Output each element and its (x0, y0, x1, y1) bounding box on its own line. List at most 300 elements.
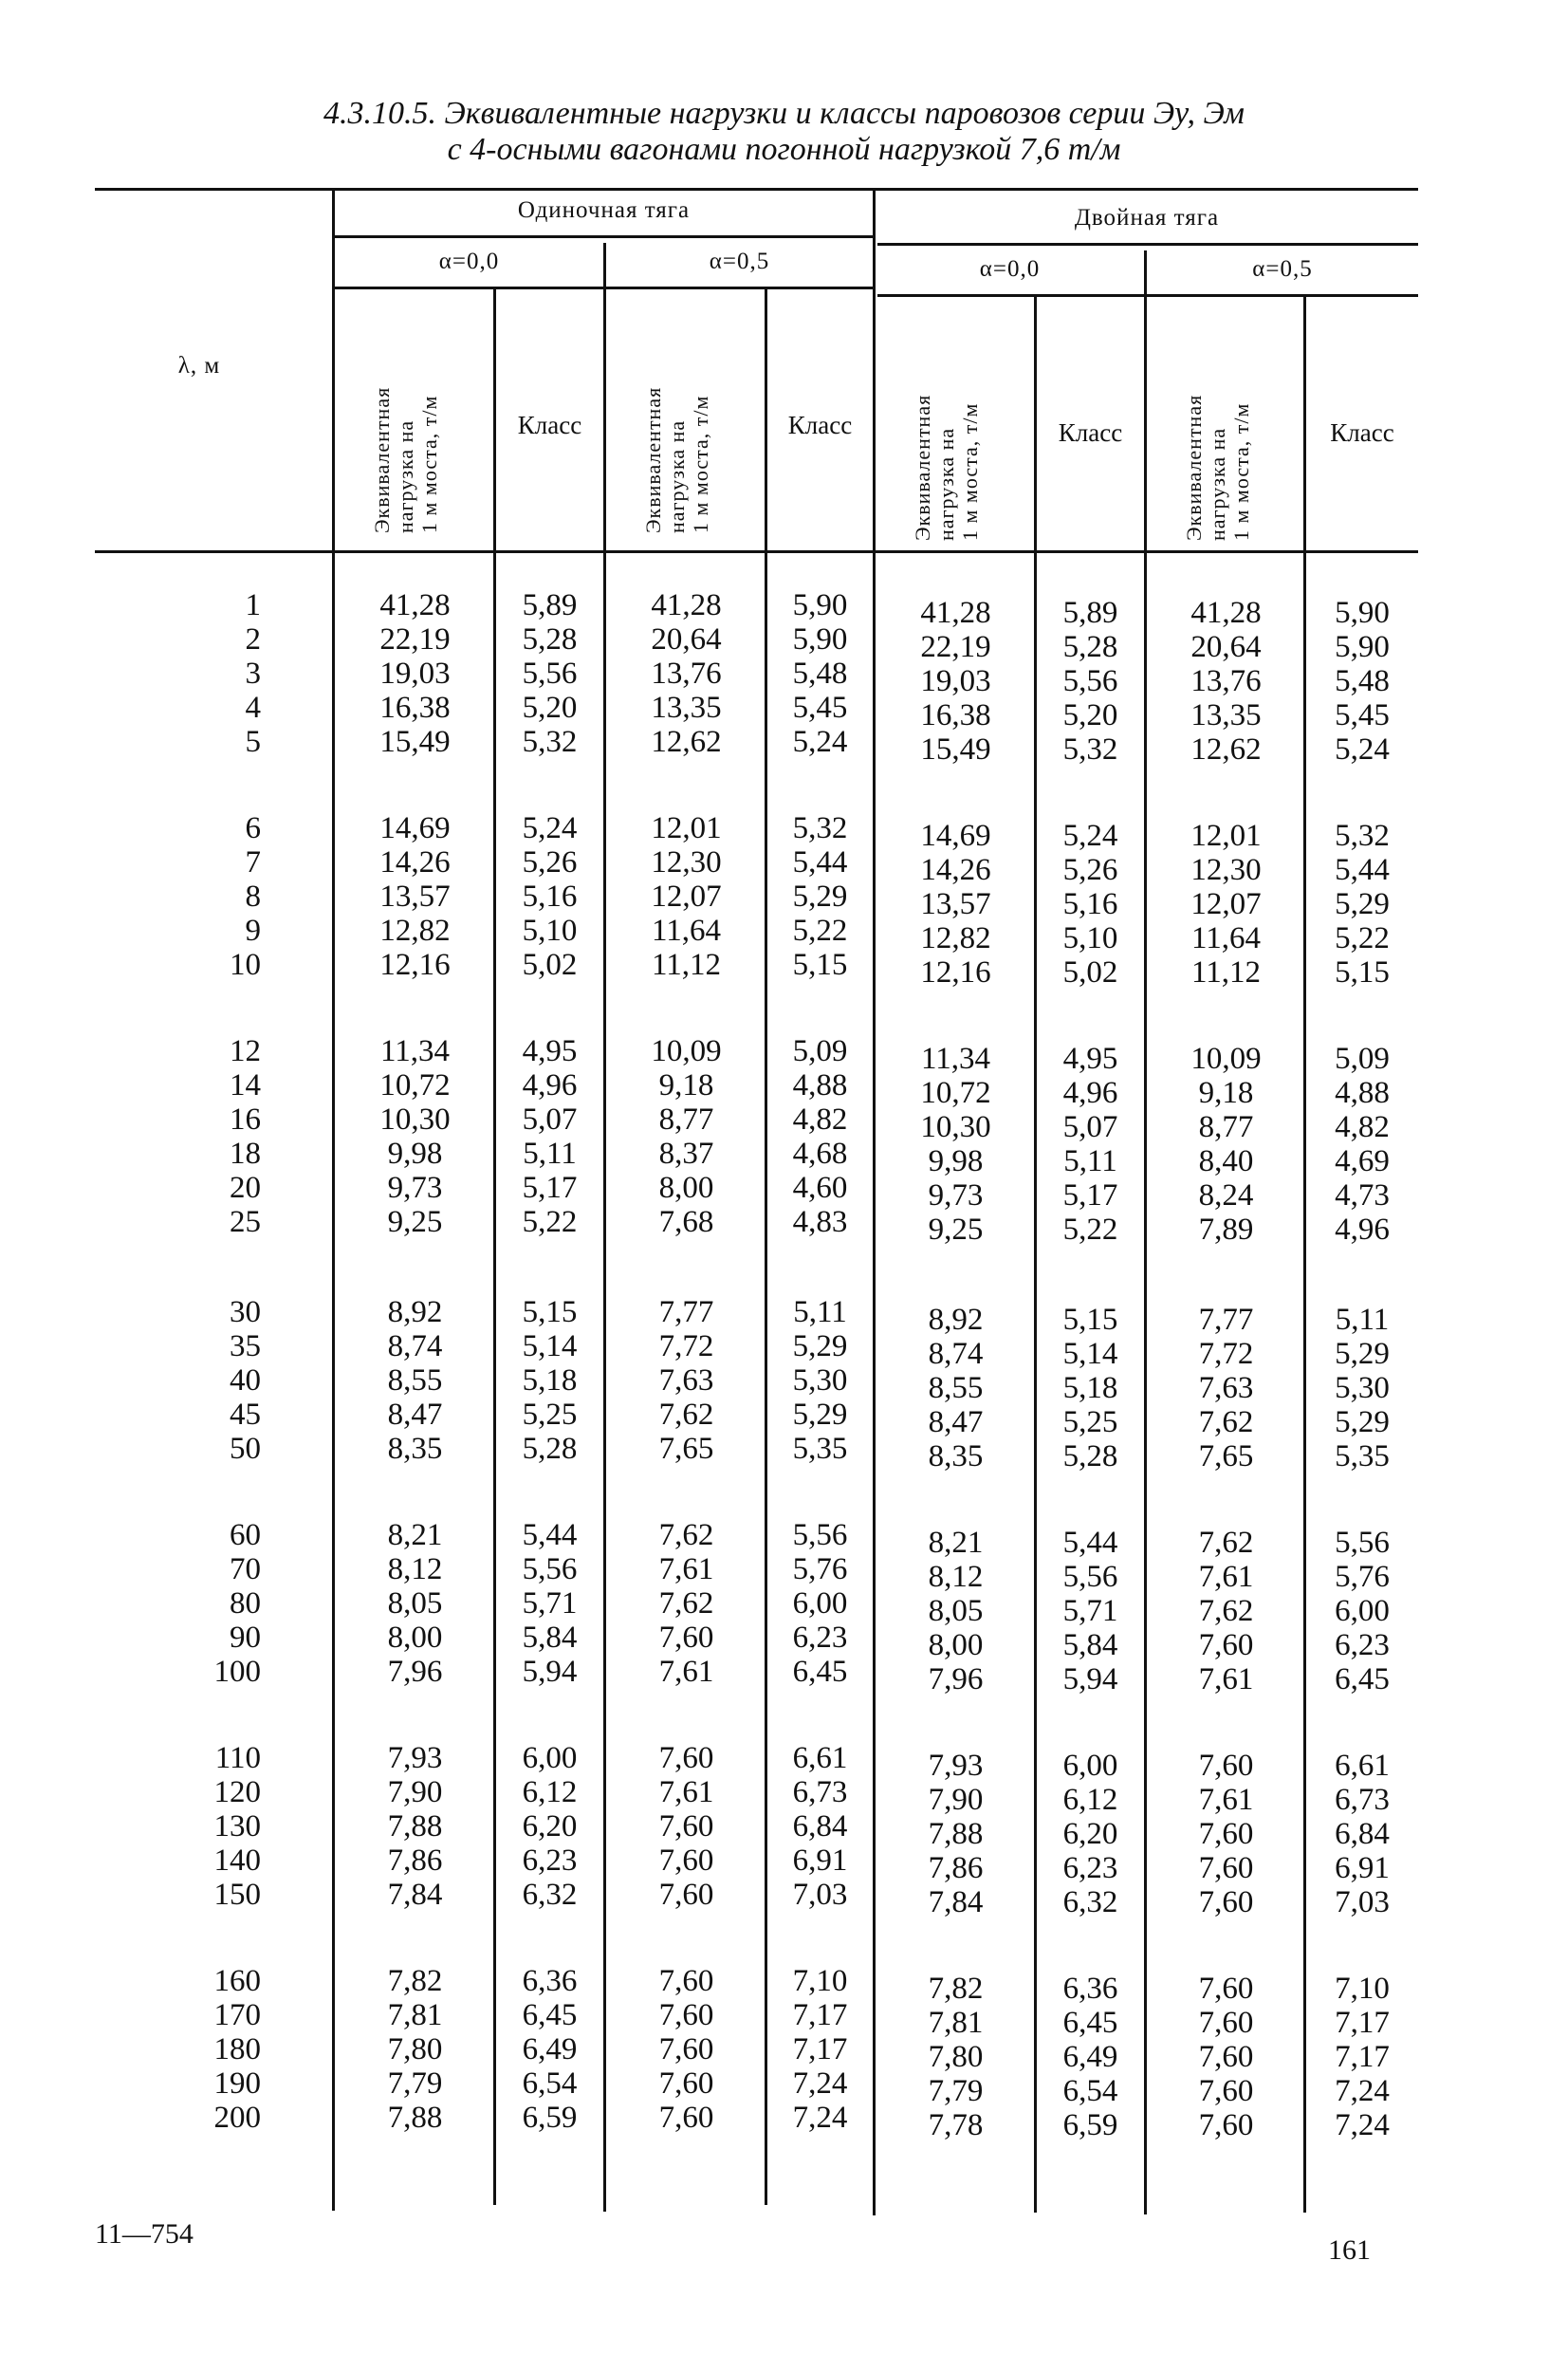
table-cell: 6,73 (1335, 1783, 1390, 1817)
single-traction-header: Одиночная тяга (517, 197, 691, 223)
table-cell: 7,63 (1198, 1371, 1254, 1405)
table-cell: 7,96 (387, 1655, 443, 1689)
table-cell: 7,24 (1335, 2108, 1390, 2142)
table-cell: 12,30 (651, 845, 722, 880)
table-cell: 5,11 (523, 1137, 577, 1171)
table-cell: 8,00 (928, 1628, 984, 1662)
table-cell: 7,68 (658, 1205, 714, 1239)
table-cell: 5,44 (522, 1518, 578, 1552)
lambda-value: 8 (245, 880, 261, 914)
table-cell: 4,96 (522, 1068, 578, 1102)
table-cell: 4,83 (792, 1205, 848, 1239)
table-cell: 6,36 (1062, 1972, 1118, 2006)
table-cell: 6,84 (1335, 1817, 1390, 1851)
table-cell: 5,15 (1062, 1303, 1118, 1337)
table-cell: 7,17 (792, 2032, 848, 2066)
table-cell: 5,56 (1062, 664, 1118, 698)
table-cell: 4,88 (792, 1068, 848, 1102)
table-cell: 5,35 (1335, 1439, 1390, 1473)
lambda-header: λ, м (177, 353, 221, 379)
table-cell: 5,29 (1335, 887, 1390, 921)
table-cell: 13,35 (1190, 698, 1262, 732)
equiv-load-header-1: Эквивалентная нагрузка на 1 м моста, т/м (370, 386, 441, 533)
table-cell: 7,93 (928, 1749, 984, 1783)
table-cell: 7,61 (1198, 1783, 1254, 1817)
table-cell: 7,79 (928, 2074, 984, 2108)
table-cell: 7,03 (792, 1878, 848, 1912)
table-cell: 7,88 (387, 2101, 443, 2135)
table-cell: 5,28 (522, 622, 578, 657)
table-cell: 13,57 (920, 887, 991, 921)
table-cell: 7,72 (658, 1329, 714, 1363)
table-cell: 7,62 (1198, 1594, 1254, 1628)
table-cell: 11,34 (920, 1042, 991, 1076)
footer-signature: 11—754 (95, 2218, 194, 2250)
equiv-load-header-3: Эквивалентная нагрузка на 1 м моста, т/м (911, 394, 982, 541)
table-cell: 5,44 (792, 845, 848, 880)
table-cell: 6,91 (792, 1843, 848, 1878)
table-cell: 5,32 (792, 811, 848, 845)
table-cell: 5,90 (1335, 630, 1390, 664)
table-cell: 5,48 (1335, 664, 1390, 698)
table-cell: 6,54 (1062, 2074, 1118, 2108)
table-cell: 7,77 (1198, 1303, 1254, 1337)
table-cell: 7,60 (658, 1998, 714, 2032)
table-cell: 5,29 (1335, 1405, 1390, 1439)
table-cell: 5,56 (522, 657, 578, 691)
table-cell: 7,60 (658, 1621, 714, 1655)
table-cell: 5,22 (522, 1205, 578, 1239)
table-cell: 6,45 (1335, 1662, 1390, 1696)
table-cell: 6,49 (522, 2032, 578, 2066)
table-cell: 19,03 (379, 657, 451, 691)
table-title-line-1: 4.3.10.5. Эквивалентные нагрузки и классы паровозов серии Эу, Эм (323, 96, 1245, 131)
table-cell: 5,84 (522, 1621, 578, 1655)
table-cell: 8,12 (387, 1552, 443, 1586)
table-cell: 7,62 (658, 1586, 714, 1621)
lambda-value: 18 (230, 1137, 261, 1171)
col-divider-single-double (873, 190, 876, 2215)
table-cell: 5,24 (1062, 819, 1118, 853)
table-cell: 11,64 (651, 914, 722, 948)
table-cell: 5,11 (793, 1295, 847, 1329)
table-cell: 8,05 (928, 1594, 984, 1628)
table-cell: 5,90 (792, 622, 848, 657)
lambda-value: 5 (245, 725, 261, 759)
table-cell: 5,02 (1062, 955, 1118, 990)
table-cell: 7,82 (387, 1964, 443, 1998)
table-cell: 6,00 (522, 1741, 578, 1775)
table-cell: 5,14 (1062, 1337, 1118, 1371)
lambda-value: 90 (230, 1621, 261, 1655)
table-cell: 7,79 (387, 2066, 443, 2101)
lambda-value: 20 (230, 1171, 261, 1205)
table-cell: 6,45 (792, 1655, 848, 1689)
table-cell: 5,09 (1335, 1042, 1390, 1076)
table-cell: 5,29 (792, 1398, 848, 1432)
table-cell: 12,01 (651, 811, 722, 845)
table-cell: 9,73 (928, 1178, 984, 1213)
table-cell: 9,98 (928, 1144, 984, 1178)
lambda-value: 170 (213, 1998, 261, 2032)
table-cell: 6,00 (1335, 1594, 1390, 1628)
table-cell: 4,82 (1335, 1110, 1390, 1144)
table-cell: 5,15 (1335, 955, 1390, 990)
table-cell: 5,15 (792, 948, 848, 982)
table-cell: 5,20 (1062, 698, 1118, 732)
table-cell: 7,60 (1198, 1749, 1254, 1783)
class-header-1: Класс (517, 411, 582, 439)
table-cell: 5,25 (1062, 1405, 1118, 1439)
table-cell: 7,60 (658, 1809, 714, 1843)
table-cell: 7,60 (1198, 2040, 1254, 2074)
table-cell: 6,73 (792, 1775, 848, 1809)
table-cell: 5,07 (522, 1102, 578, 1137)
table-cell: 9,25 (928, 1213, 984, 1247)
table-cell: 7,62 (1198, 1526, 1254, 1560)
table-cell: 6,59 (522, 2101, 578, 2135)
single-traction-underline (332, 235, 873, 238)
table-cell: 16,38 (379, 691, 451, 725)
table-cell: 5,90 (792, 588, 848, 622)
table-cell: 8,40 (1198, 1144, 1254, 1178)
table-cell: 7,62 (658, 1518, 714, 1552)
table-cell: 5,26 (522, 845, 578, 880)
table-cell: 5,29 (1335, 1337, 1390, 1371)
table-cell: 7,72 (1198, 1337, 1254, 1371)
table-cell: 6,23 (522, 1843, 578, 1878)
table-cell: 5,89 (522, 588, 578, 622)
table-cell: 7,60 (1198, 1628, 1254, 1662)
table-cell: 5,94 (522, 1655, 578, 1689)
table-cell: 8,35 (387, 1432, 443, 1466)
table-cell: 19,03 (920, 664, 991, 698)
table-cell: 5,22 (1062, 1213, 1118, 1247)
alpha-underline-right (877, 294, 1418, 297)
table-cell: 4,68 (792, 1137, 848, 1171)
table-cell: 7,63 (658, 1363, 714, 1398)
table-cell: 5,24 (792, 725, 848, 759)
table-cell: 6,54 (522, 2066, 578, 2101)
lambda-value: 80 (230, 1586, 261, 1621)
lambda-value: 10 (230, 948, 261, 982)
alpha-double-05: α=0,5 (1252, 256, 1313, 282)
table-cell: 12,07 (1190, 887, 1262, 921)
table-cell: 5,56 (522, 1552, 578, 1586)
table-cell: 5,44 (1062, 1526, 1118, 1560)
equiv-load-header-4: Эквивалентная нагрузка на 1 м моста, т/м (1182, 394, 1253, 541)
table-cell: 9,98 (387, 1137, 443, 1171)
table-cell: 7,24 (792, 2101, 848, 2135)
alpha-single-05: α=0,5 (709, 249, 770, 274)
table-cell: 7,80 (387, 2032, 443, 2066)
alpha-double-0: α=0,0 (979, 256, 1041, 282)
table-cell: 4,96 (1062, 1076, 1118, 1110)
table-cell: 4,60 (792, 1171, 848, 1205)
table-cell: 5,35 (792, 1432, 848, 1466)
table-cell: 5,48 (792, 657, 848, 691)
table-cell: 5,28 (1062, 1439, 1118, 1473)
lambda-value: 100 (213, 1655, 261, 1689)
table-cell: 7,88 (387, 1809, 443, 1843)
table-cell: 5,28 (1062, 630, 1118, 664)
table-cell: 7,60 (1198, 1851, 1254, 1885)
table-cell: 8,55 (928, 1371, 984, 1405)
table-cell: 6,91 (1335, 1851, 1390, 1885)
table-cell: 7,62 (1198, 1405, 1254, 1439)
table-cell: 4,95 (522, 1034, 578, 1068)
table-cell: 6,00 (792, 1586, 848, 1621)
table-cell: 7,60 (1198, 1972, 1254, 2006)
table-cell: 7,84 (928, 1885, 984, 1919)
table-cell: 5,25 (522, 1398, 578, 1432)
table-cell: 8,47 (387, 1398, 443, 1432)
table-cell: 5,10 (522, 914, 578, 948)
table-cell: 11,12 (1190, 955, 1262, 990)
table-cell: 13,35 (651, 691, 722, 725)
double-traction-header: Двойная тяга (1074, 205, 1220, 231)
lambda-value: 190 (213, 2066, 261, 2101)
table-cell: 5,56 (1062, 1560, 1118, 1594)
table-cell: 12,16 (920, 955, 991, 990)
table-cell: 10,72 (920, 1076, 991, 1110)
table-cell: 6,61 (792, 1741, 848, 1775)
equiv-load-header-2: Эквивалентная нагрузка на 1 м моста, т/м (641, 386, 712, 533)
lambda-value: 110 (214, 1741, 261, 1775)
table-cell: 8,92 (928, 1303, 984, 1337)
table-cell: 5,07 (1062, 1110, 1118, 1144)
table-cell: 4,88 (1335, 1076, 1390, 1110)
table-cell: 5,17 (522, 1171, 578, 1205)
table-cell: 8,74 (928, 1337, 984, 1371)
table-cell: 22,19 (379, 622, 451, 657)
table-cell: 5,22 (792, 914, 848, 948)
lambda-value: 30 (230, 1295, 261, 1329)
table-cell: 5,24 (522, 811, 578, 845)
lambda-value: 7 (245, 845, 261, 880)
table-cell: 6,84 (792, 1809, 848, 1843)
table-cell: 5,76 (1335, 1560, 1390, 1594)
table-cell: 5,16 (1062, 887, 1118, 921)
table-cell: 7,03 (1335, 1885, 1390, 1919)
table-cell: 8,05 (387, 1586, 443, 1621)
table-cell: 7,86 (387, 1843, 443, 1878)
table-cell: 5,22 (1335, 921, 1390, 955)
table-cell: 9,25 (387, 1205, 443, 1239)
col-divider-lambda (332, 190, 335, 2211)
table-cell: 4,95 (1062, 1042, 1118, 1076)
page-number: 161 (1328, 2234, 1371, 2266)
lambda-value: 1 (245, 588, 261, 622)
table-cell: 10,09 (1190, 1042, 1262, 1076)
lambda-value: 35 (230, 1329, 261, 1363)
table-cell: 6,32 (522, 1878, 578, 1912)
col-divider-alpha-double (1144, 250, 1147, 2214)
table-cell: 8,77 (658, 1102, 714, 1137)
table-cell: 5,56 (1335, 1526, 1390, 1560)
table-cell: 6,45 (1062, 2006, 1118, 2040)
table-cell: 7,86 (928, 1851, 984, 1885)
table-cell: 5,28 (522, 1432, 578, 1466)
table-cell: 11,12 (651, 948, 722, 982)
lambda-value: 120 (213, 1775, 261, 1809)
table-cell: 7,89 (1198, 1213, 1254, 1247)
table-cell: 5,84 (1062, 1628, 1118, 1662)
table-cell: 5,71 (522, 1586, 578, 1621)
table-cell: 6,20 (1062, 1817, 1118, 1851)
table-cell: 13,76 (1190, 664, 1262, 698)
lambda-value: 140 (213, 1843, 261, 1878)
table-cell: 5,10 (1062, 921, 1118, 955)
table-cell: 7,61 (658, 1552, 714, 1586)
table-cell: 6,49 (1062, 2040, 1118, 2074)
alpha-single-0: α=0,0 (438, 249, 500, 274)
table-cell: 10,30 (379, 1102, 451, 1137)
table-cell: 6,23 (792, 1621, 848, 1655)
table-cell: 8,77 (1198, 1110, 1254, 1144)
table-cell: 5,09 (792, 1034, 848, 1068)
table-cell: 7,90 (387, 1775, 443, 1809)
table-cell: 7,17 (1335, 2040, 1390, 2074)
table-cell: 20,64 (651, 622, 722, 657)
table-cell: 12,16 (379, 948, 451, 982)
lambda-value: 16 (230, 1102, 261, 1137)
table-cell: 7,60 (1198, 2074, 1254, 2108)
table-cell: 7,81 (928, 2006, 984, 2040)
table-cell: 14,26 (920, 853, 991, 887)
table-cell: 7,96 (928, 1662, 984, 1696)
table-cell: 13,76 (651, 657, 722, 691)
table-cell: 4,82 (792, 1102, 848, 1137)
table-cell: 8,21 (387, 1518, 443, 1552)
table-cell: 8,35 (928, 1439, 984, 1473)
table-cell: 7,60 (1198, 1885, 1254, 1919)
table-cell: 41,28 (651, 588, 722, 622)
table-cell: 20,64 (1190, 630, 1262, 664)
table-cell: 7,78 (928, 2108, 984, 2142)
table-cell: 6,32 (1062, 1885, 1118, 1919)
table-cell: 5,18 (522, 1363, 578, 1398)
table-cell: 6,45 (522, 1998, 578, 2032)
table-cell: 7,60 (658, 2101, 714, 2135)
table-cell: 7,60 (1198, 2006, 1254, 2040)
table-cell: 7,65 (658, 1432, 714, 1466)
table-title-line-2: с 4-осными вагонами погонной нагрузкой 7,6 т/м (447, 132, 1121, 167)
table-cell: 10,72 (379, 1068, 451, 1102)
table-cell: 7,60 (1198, 1817, 1254, 1851)
table-cell: 7,93 (387, 1741, 443, 1775)
table-cell: 7,62 (658, 1398, 714, 1432)
table-cell: 15,49 (920, 732, 991, 767)
table-cell: 6,00 (1062, 1749, 1118, 1783)
table-cell: 9,73 (387, 1171, 443, 1205)
table-cell: 6,12 (522, 1775, 578, 1809)
table-cell: 5,11 (1335, 1303, 1390, 1337)
table-cell: 8,21 (928, 1526, 984, 1560)
lambda-value: 60 (230, 1518, 261, 1552)
table-cell: 6,23 (1062, 1851, 1118, 1885)
table-cell: 5,18 (1062, 1371, 1118, 1405)
table-cell: 10,09 (651, 1034, 722, 1068)
class-header-2: Класс (787, 411, 853, 439)
table-cell: 8,24 (1198, 1178, 1254, 1213)
table-cell: 5,15 (522, 1295, 578, 1329)
table-cell: 16,38 (920, 698, 991, 732)
table-cell: 4,69 (1335, 1144, 1390, 1178)
table-cell: 8,47 (928, 1405, 984, 1439)
table-cell: 9,18 (658, 1068, 714, 1102)
table-cell: 5,56 (792, 1518, 848, 1552)
table-cell: 7,60 (658, 1843, 714, 1878)
table-cell: 5,26 (1062, 853, 1118, 887)
table-cell: 5,30 (792, 1363, 848, 1398)
table-cell: 14,69 (920, 819, 991, 853)
table-cell: 5,24 (1335, 732, 1390, 767)
table-cell: 6,36 (522, 1964, 578, 1998)
table-cell: 7,60 (658, 2066, 714, 2101)
class-header-4: Класс (1330, 418, 1394, 447)
table-cell: 8,74 (387, 1329, 443, 1363)
table-cell: 5,89 (1062, 596, 1118, 630)
table-cell: 5,16 (522, 880, 578, 914)
table-cell: 9,18 (1198, 1076, 1254, 1110)
table-cell: 5,32 (1062, 732, 1118, 767)
table-cell: 6,61 (1335, 1749, 1390, 1783)
table-cell: 5,29 (792, 880, 848, 914)
table-cell: 13,57 (379, 880, 451, 914)
class-header-3: Класс (1058, 418, 1123, 447)
table-cell: 41,28 (379, 588, 451, 622)
table-cell: 5,20 (522, 691, 578, 725)
double-traction-underline (877, 243, 1418, 246)
table-cell: 7,61 (658, 1775, 714, 1809)
lambda-value: 14 (230, 1068, 261, 1102)
col-divider-3 (765, 288, 767, 2205)
table-cell: 5,94 (1062, 1662, 1118, 1696)
lambda-value: 180 (213, 2032, 261, 2066)
lambda-value: 6 (245, 811, 261, 845)
table-cell: 5,17 (1062, 1178, 1118, 1213)
table-cell: 7,17 (792, 1998, 848, 2032)
lambda-value: 2 (245, 622, 261, 657)
col-divider-5 (1034, 296, 1037, 2213)
lambda-value: 12 (230, 1034, 261, 1068)
table-cell: 5,29 (792, 1329, 848, 1363)
table-cell: 5,71 (1062, 1594, 1118, 1628)
lambda-value: 70 (230, 1552, 261, 1586)
table-cell: 7,61 (1198, 1662, 1254, 1696)
table-cell: 5,11 (1063, 1144, 1117, 1178)
lambda-value: 40 (230, 1363, 261, 1398)
table-cell: 41,28 (1190, 596, 1262, 630)
table-cell: 7,24 (792, 2066, 848, 2101)
table-cell: 11,34 (379, 1034, 451, 1068)
table-cell: 7,60 (658, 1741, 714, 1775)
table-cell: 6,59 (1062, 2108, 1118, 2142)
table-cell: 12,62 (651, 725, 722, 759)
lambda-value: 130 (213, 1809, 261, 1843)
lambda-value: 160 (213, 1964, 261, 1998)
table-cell: 8,37 (658, 1137, 714, 1171)
table-cell: 8,55 (387, 1363, 443, 1398)
table-cell: 7,60 (658, 1878, 714, 1912)
table-cell: 8,00 (387, 1621, 443, 1655)
table-cell: 11,64 (1190, 921, 1262, 955)
table-cell: 7,82 (928, 1972, 984, 2006)
table-cell: 7,10 (792, 1964, 848, 1998)
table-cell: 7,80 (928, 2040, 984, 2074)
table-cell: 14,69 (379, 811, 451, 845)
